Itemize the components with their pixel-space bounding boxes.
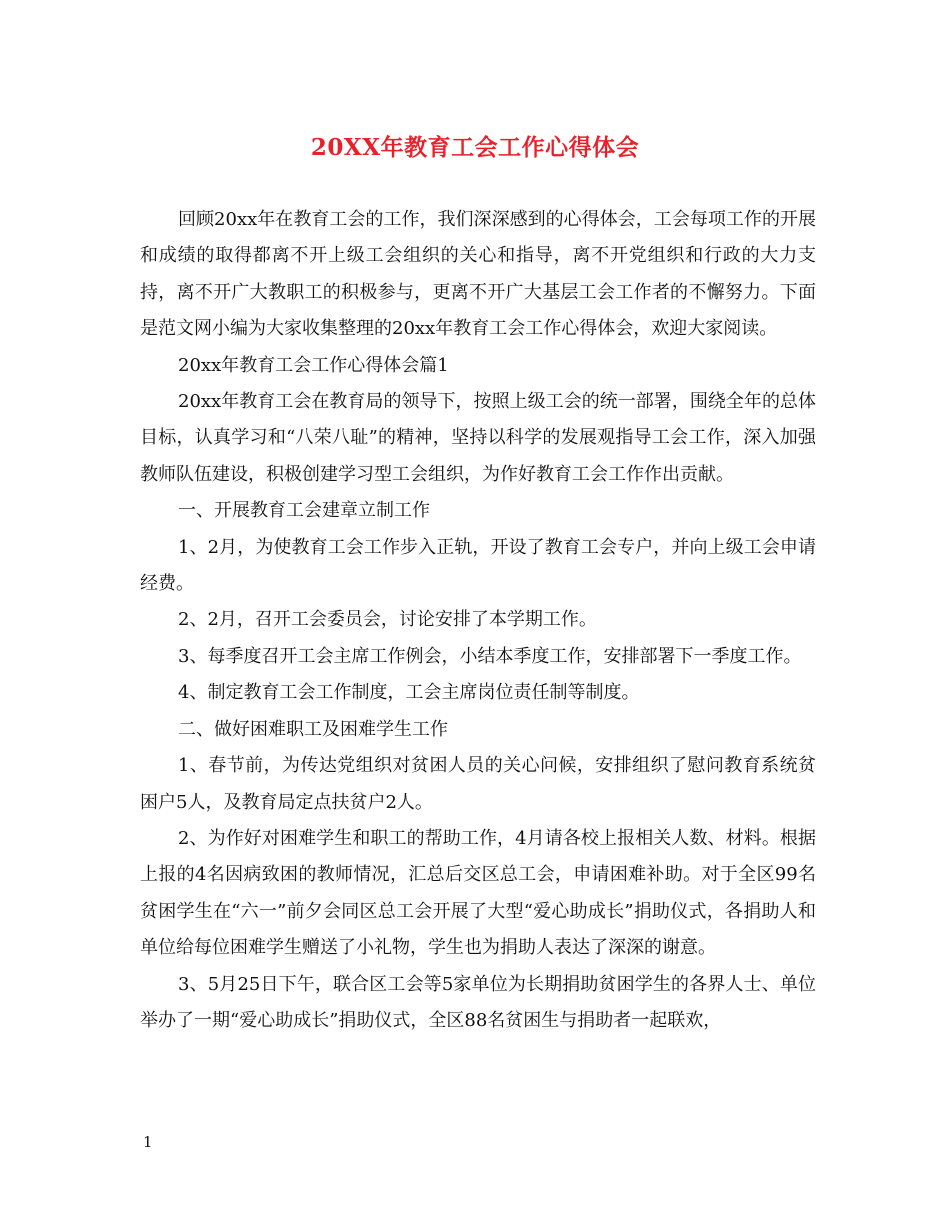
document-body: [140, 202, 816, 1039]
section-heading-hardship: 二、做好困难职工及困难学生工作: [178, 718, 448, 740]
page-number: 1: [143, 1133, 153, 1151]
list-item: 1、春节前，为传达党组织对贫困人员的关心问候，安排组织了慰问教育系统贫困户5人，及教育局定点扶贫户2人。: [140, 755, 816, 813]
document-title: 20XX年教育工会工作心得体会: [310, 134, 640, 161]
list-item: 2、为作好对困难学生和职工的帮助工作，4月请各校上报相关人数、材料。根据上报的4名因病致困的教师情况，汇总后交区总工会，申请困难补助。对于全区99名贫困学生在“六一”前夕会同区总工会开展了大型“爱心助成长”捐助仪式，各捐助人和单位给每位困难学生赠送了小礼物，学生也为捐助人表达了深深的谢意。: [140, 827, 816, 959]
list-item: 2、2月，召开工会委员会，讨论安排了本学期工作。: [178, 609, 597, 631]
list-item: 3、每季度召开工会主席工作例会，小结本季度工作，安排部署下一季度工作。: [178, 645, 802, 667]
paragraph-intro: 回顾20xx年在教育工会的工作，我们深深感到的心得体会，工会每项工作的开展和成绩的取得都离不开上级工会组织的关心和指导，离不开党组织和行政的大力支持，离不开广大教职工的积极参与，更离不开广大基层工会工作者的不懈努力。下面是范文网小编为大家收集整理的20xx年教育工会工作心得体会，欢迎大家阅读。: [140, 209, 816, 340]
list-item: 4、制定教育工会工作制度，工会主席岗位责任制等制度。: [178, 682, 640, 704]
list-item: 1、2月，为使教育工会工作步入正轨，开设了教育工会专户，并向上级工会申请经费。: [140, 536, 816, 595]
paragraph-overview: 20xx年教育工会在教育局的领导下，按照上级工会的统一部署，围绕全年的总体目标，认真学习和“八荣八耻”的精神，坚持以科学的发展观指导工会工作，深入加强教师队伍建设，积极创建学习型工会组织，为作好教育工会工作作出贡献。: [140, 391, 816, 485]
section-heading-part1: 20xx年教育工会工作心得体会篇1: [178, 354, 449, 376]
list-item: 3、5月25日下午，联合区工会等5家单位为长期捐助贫困学生的各界人士、单位举办了一期“爱心助成长”捐助仪式，全区88名贫困生与捐助者一起联欢，: [140, 973, 816, 1031]
section-heading-rules: 一、开展教育工会建章立制工作: [178, 500, 430, 522]
